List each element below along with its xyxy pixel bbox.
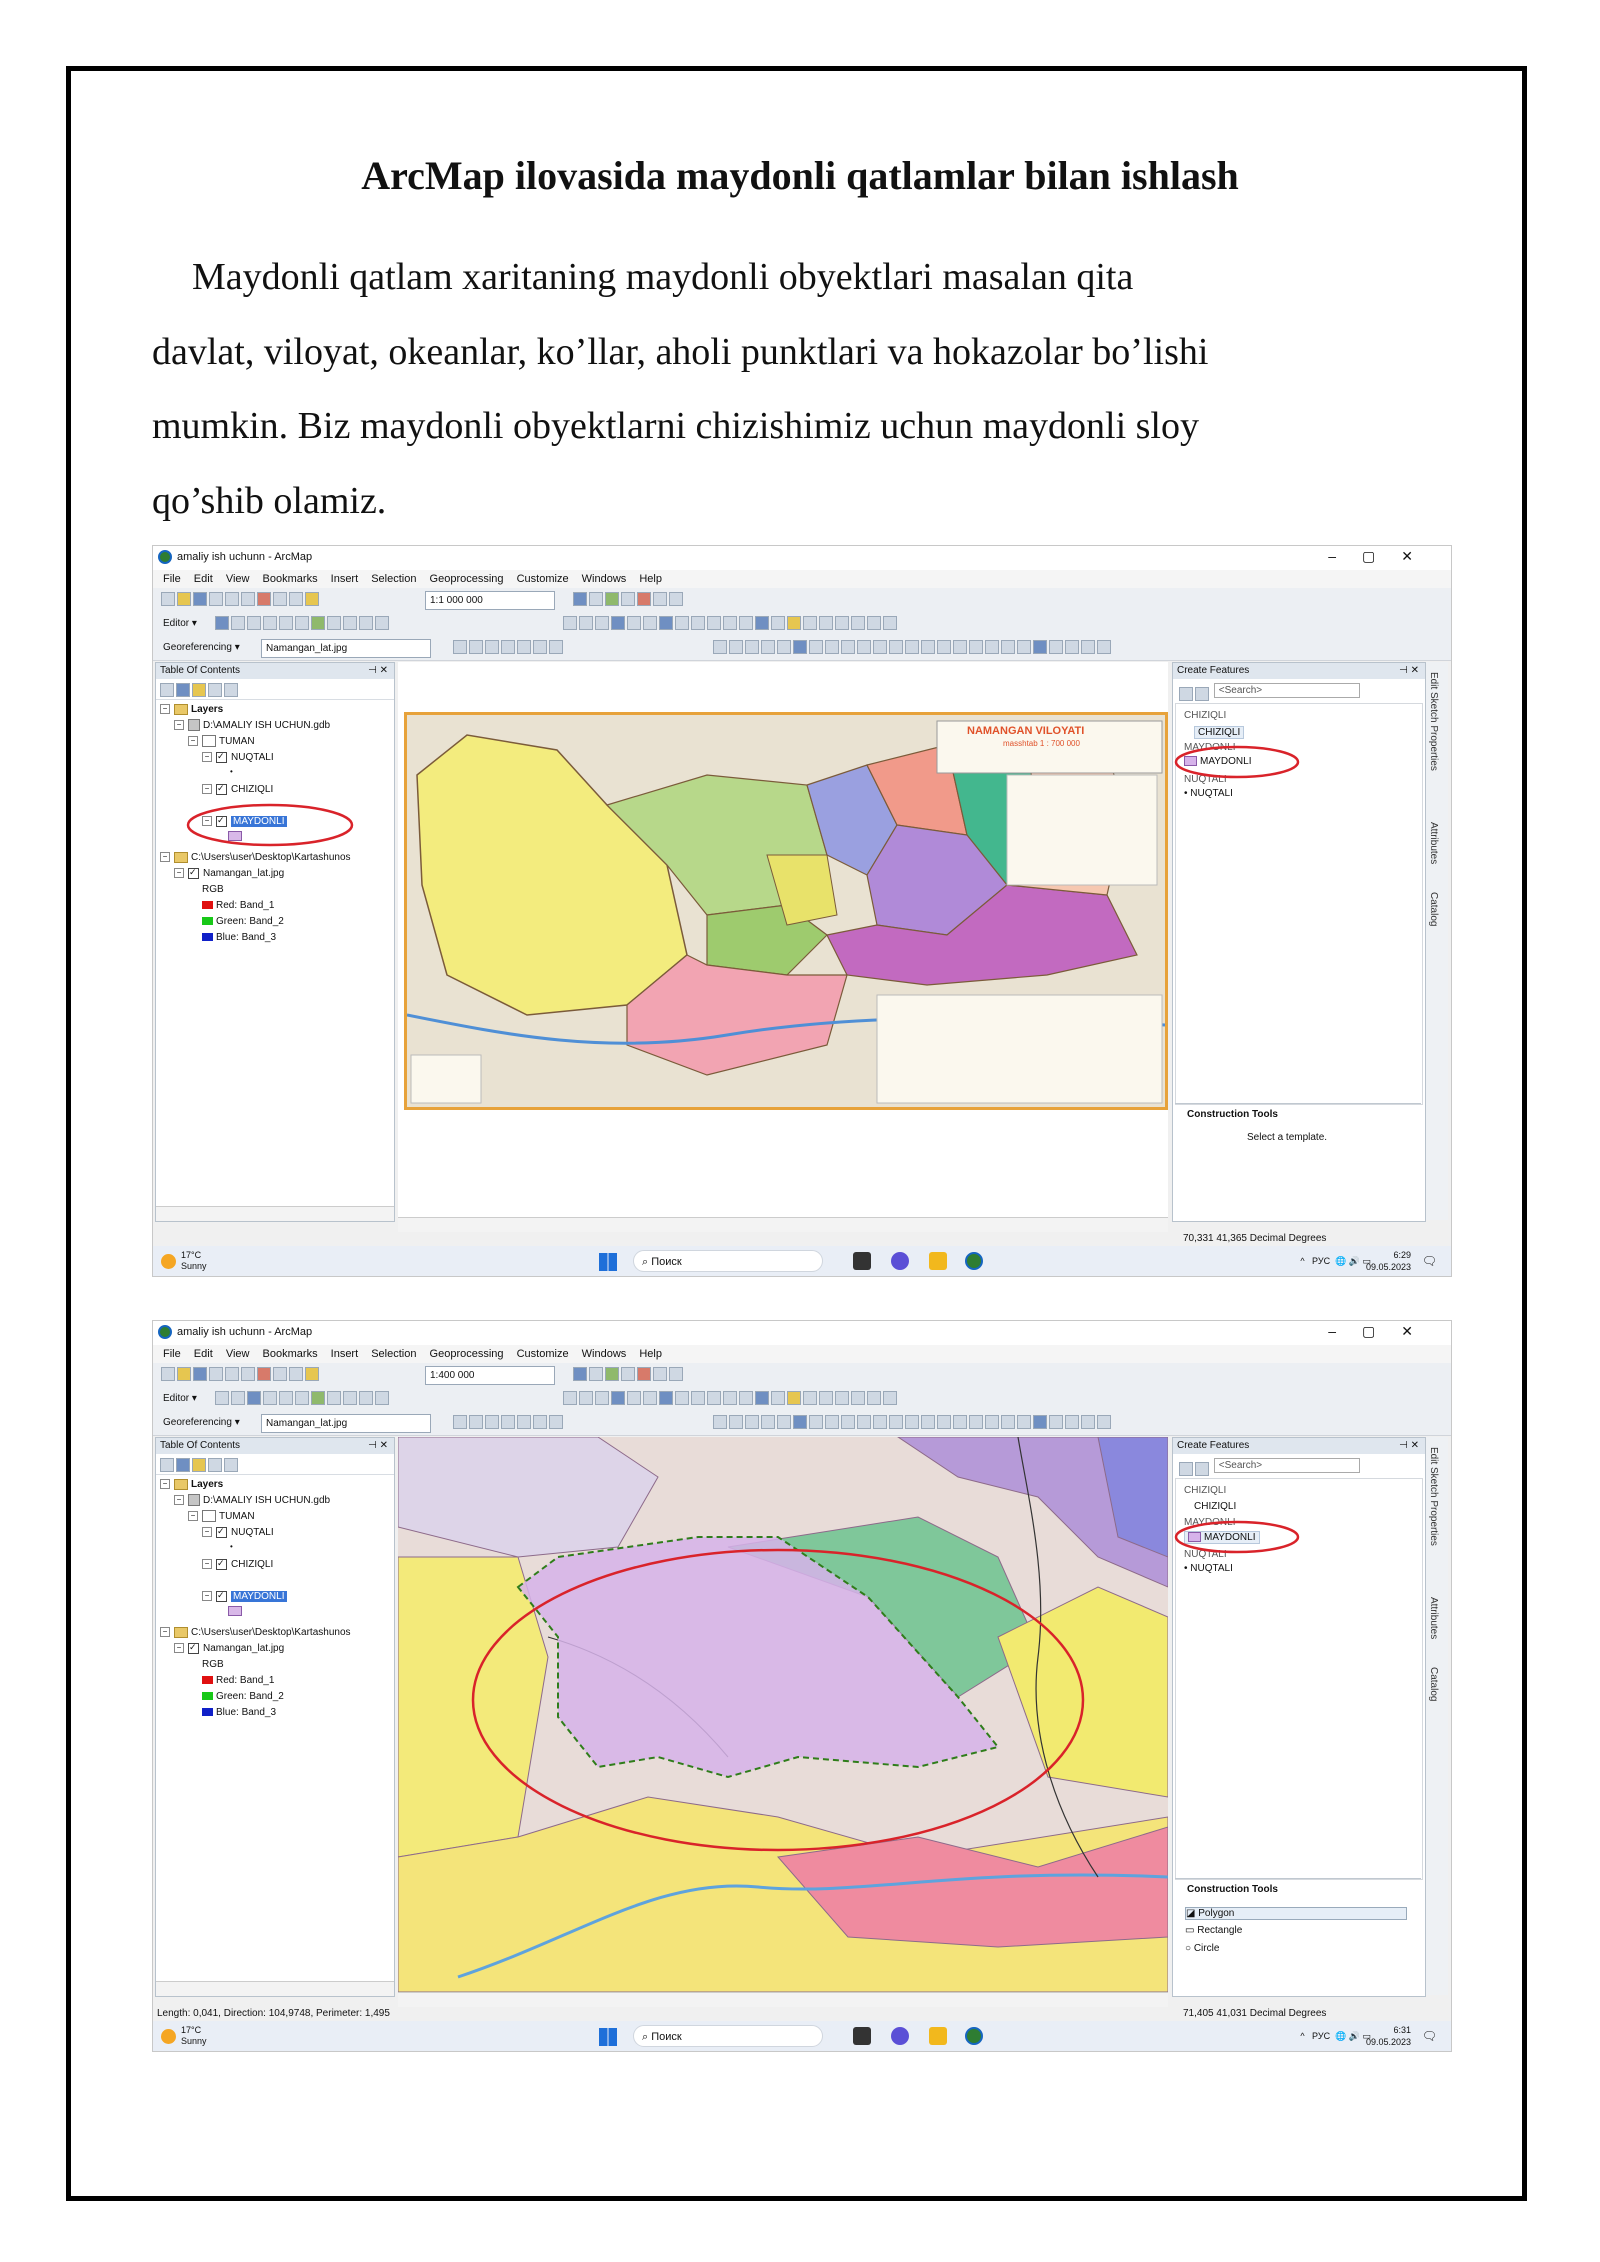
windows-start-icon[interactable]: [599, 1253, 617, 1271]
template-search[interactable]: <Search>: [1179, 683, 1360, 699]
menu-file[interactable]: File: [163, 1348, 181, 1360]
arcmap-taskbar-icon[interactable]: [965, 1252, 983, 1270]
band-green: Green: Band_2: [202, 1690, 284, 1703]
misc-tool-icons[interactable]: [713, 1411, 1113, 1429]
template-group-chiziqli: CHIZIQLI: [1184, 710, 1227, 721]
misc-tool-icons[interactable]: [713, 636, 1113, 654]
construction-tools: [1175, 1878, 1421, 1989]
menu-edit[interactable]: Edit: [193, 1348, 213, 1360]
standard-toolbar: [153, 1363, 1451, 1388]
create-features-header: Create Features ⊣ ✕: [1173, 663, 1425, 679]
menu-help[interactable]: Help: [639, 573, 662, 585]
toc-title: Table Of Contents: [160, 1440, 241, 1451]
rgb-label: RGB: [202, 1659, 224, 1670]
menu-geoprocessing[interactable]: Geoprocessing: [429, 1348, 504, 1360]
arcmap-app-icon: [158, 550, 172, 564]
menu-customize[interactable]: Customize: [516, 573, 569, 585]
weather-widget[interactable]: 17°C Sunny: [181, 2025, 207, 2046]
editor-menu[interactable]: Editor ▾: [163, 1393, 197, 1404]
navigation-tool-icons[interactable]: [563, 612, 899, 630]
system-tray[interactable]: ^ РУС 🌐 🔊 ▭: [1300, 2031, 1371, 2041]
toc-scrollbar[interactable]: [156, 1206, 394, 1221]
band-blue: Blue: Band_3: [202, 1706, 276, 1719]
georeferencing-toolbar: [153, 1411, 1451, 1436]
zoomed-map-with-digitized-polygon: [398, 1437, 1168, 1992]
toc-header: [156, 1438, 394, 1454]
menu-selection[interactable]: Selection: [371, 1348, 417, 1360]
menu-edit[interactable]: Edit: [193, 573, 213, 585]
task-view-icon[interactable]: [853, 1252, 871, 1270]
dataset-node[interactable]: − TUMAN: [188, 735, 255, 748]
menu-windows[interactable]: Windows: [581, 573, 627, 585]
menu-help[interactable]: Help: [639, 1348, 662, 1360]
point-symbol-icon: •: [230, 767, 233, 776]
tab-catalog[interactable]: Catalog: [1428, 892, 1439, 927]
layout-tool-icons[interactable]: [573, 1363, 685, 1381]
map-scale-combo[interactable]: 1:400 000: [425, 1366, 555, 1385]
taskbar-search[interactable]: ⌕ Поиск: [633, 2025, 823, 2047]
layout-tool-icons[interactable]: [573, 588, 685, 606]
toc-header: [156, 663, 394, 679]
window-titlebar: [153, 546, 1451, 570]
layer-nuqtali[interactable]: −✓ NUQTALI: [202, 1526, 274, 1539]
create-features-panel: [1172, 662, 1426, 1222]
notification-icon[interactable]: 🗨: [1421, 2029, 1437, 2043]
windows-taskbar: [153, 1246, 1451, 1276]
toc-toolbar[interactable]: [156, 679, 394, 700]
template-maydonli[interactable]: MAYDONLI: [1184, 756, 1252, 767]
construction-tools-title: Construction Tools: [1187, 1884, 1278, 1895]
band-green: Green: Band_2: [202, 915, 284, 928]
tab-edit-sketch-properties[interactable]: Edit Sketch Properties: [1428, 1447, 1439, 1546]
menu-view[interactable]: View: [225, 573, 250, 585]
folder-node[interactable]: − C:\Users\user\Desktop\Kartashunos: [160, 851, 351, 864]
paragraph-line: davlat, viloyat, okeanlar, ko’llar, aholi punktlari va hokazolar bo’lishi: [152, 330, 1209, 373]
file-explorer-icon[interactable]: [929, 1252, 947, 1270]
tab-attributes[interactable]: Attributes: [1428, 1597, 1439, 1640]
band-red: Red: Band_1: [202, 899, 274, 912]
status-measure: Length: 0,041, Direction: 104,9748, Perimeter: 1,495: [157, 2008, 390, 2019]
tool-rectangle[interactable]: ▭ Rectangle: [1185, 1925, 1243, 1936]
arcmap-taskbar-icon[interactable]: [965, 2027, 983, 2045]
layer-chiziqli[interactable]: −✓ CHIZIQLI: [202, 783, 273, 796]
standard-tool-icons[interactable]: [161, 588, 321, 606]
construction-tools-title: Construction Tools: [1187, 1109, 1278, 1120]
chat-icon[interactable]: [891, 2027, 909, 2045]
chat-icon[interactable]: [891, 1252, 909, 1270]
menu-bar: [153, 1345, 1451, 1363]
status-coordinates: 70,331 41,365 Decimal Degrees: [1183, 1233, 1327, 1244]
georef-tool-icons[interactable]: [453, 1411, 565, 1429]
template-group-maydonli: MAYDONLI: [1184, 742, 1236, 753]
window-controls[interactable]: –▢✕: [1328, 548, 1439, 564]
editor-tool-icons[interactable]: [215, 1387, 391, 1405]
window-title: amaliy ish uchunn - ArcMap: [177, 1326, 313, 1338]
band-blue: Blue: Band_3: [202, 931, 276, 944]
layers-node[interactable]: − Layers: [160, 703, 223, 716]
side-tabs: [1426, 1437, 1448, 1995]
tool-circle[interactable]: ○ Circle: [1185, 1943, 1220, 1954]
sun-icon: [161, 2029, 176, 2044]
window-controls[interactable]: –▢✕: [1328, 1323, 1439, 1339]
raster-layer[interactable]: −✓ Namangan_lat.jpg: [174, 867, 284, 880]
band-red: Red: Band_1: [202, 1674, 274, 1687]
folder-node[interactable]: − C:\Users\user\Desktop\Kartashunos: [160, 1626, 351, 1639]
map-scale-combo[interactable]: 1:1 000 000: [425, 591, 555, 610]
construction-tools: [1175, 1103, 1421, 1214]
georef-layer-combo[interactable]: Namangan_lat.jpg: [261, 639, 431, 658]
template-chiziqli[interactable]: CHIZIQLI: [1194, 1501, 1237, 1512]
sun-icon: [161, 1254, 176, 1269]
menu-insert[interactable]: Insert: [330, 573, 359, 585]
georef-layer-combo[interactable]: Namangan_lat.jpg: [261, 1414, 431, 1433]
layer-chiziqli[interactable]: −✓ CHIZIQLI: [202, 1558, 273, 1571]
menu-bar: [153, 570, 1451, 588]
menu-insert[interactable]: Insert: [330, 1348, 359, 1360]
polygon-symbol-icon: [228, 1606, 242, 1616]
map-view[interactable]: [398, 1437, 1168, 1992]
editor-toolbar: [153, 1387, 1451, 1412]
status-coordinates: 71,405 41,031 Decimal Degrees: [1183, 2008, 1327, 2019]
georeferencing-toolbar: [153, 636, 1451, 661]
map-view-footer[interactable]: [398, 1992, 1168, 2007]
menu-file[interactable]: File: [163, 573, 181, 585]
document-title: ArcMap ilovasida maydonli qatlamlar bilan ishlash: [361, 153, 1239, 198]
menu-selection[interactable]: Selection: [371, 573, 417, 585]
template-maydonli[interactable]: MAYDONLI: [1184, 1531, 1260, 1544]
weather-widget[interactable]: 17°C Sunny: [181, 1250, 207, 1271]
toc-scrollbar[interactable]: [156, 1981, 394, 1996]
gdb-node[interactable]: − D:\AMALIY ISH UCHUN.gdb: [174, 1494, 330, 1507]
window-titlebar: [153, 1321, 1451, 1345]
status-bar: [153, 2007, 1451, 2021]
template-group-nuqtali: NUQTALI: [1184, 774, 1227, 785]
paragraph-line: qo’shib olamiz.: [152, 479, 387, 522]
menu-geoprocessing[interactable]: Geoprocessing: [429, 573, 504, 585]
tab-catalog[interactable]: Catalog: [1428, 1667, 1439, 1702]
editor-toolbar: [153, 612, 1451, 637]
navigation-tool-icons[interactable]: [563, 1387, 899, 1405]
map-view[interactable]: [398, 662, 1168, 1217]
task-view-icon[interactable]: [853, 2027, 871, 2045]
layer-nuqtali[interactable]: −✓ NUQTALI: [202, 751, 274, 764]
arcmap-screenshot-1: [152, 545, 1452, 1277]
dataset-node[interactable]: − TUMAN: [188, 1510, 255, 1523]
system-tray[interactable]: ^ РУС 🌐 🔊 ▭: [1300, 1256, 1371, 1266]
template-chiziqli[interactable]: CHIZIQLI: [1194, 726, 1244, 739]
template-nuqtali[interactable]: • NUQTALI: [1184, 1563, 1233, 1574]
georeferencing-menu[interactable]: Georeferencing ▾: [163, 642, 240, 653]
toc-toolbar[interactable]: [156, 1454, 394, 1475]
arcmap-screenshot-2: [152, 1320, 1452, 2052]
point-symbol-icon: •: [230, 1542, 233, 1551]
tab-edit-sketch-properties[interactable]: Edit Sketch Properties: [1428, 672, 1439, 771]
map-scale-label: masshtab 1 : 700 000: [1003, 739, 1080, 748]
side-tabs: [1426, 662, 1448, 1220]
table-of-contents-panel: [155, 662, 395, 1222]
tool-polygon[interactable]: ◪ Polygon: [1185, 1907, 1407, 1920]
gdb-node[interactable]: − D:\AMALIY ISH UCHUN.gdb: [174, 719, 330, 732]
table-of-contents-panel: [155, 1437, 395, 1997]
tab-attributes[interactable]: Attributes: [1428, 822, 1439, 865]
file-explorer-icon[interactable]: [929, 2027, 947, 2045]
construction-hint: Select a template.: [1247, 1132, 1328, 1143]
template-list: [1175, 1478, 1423, 1880]
menu-view[interactable]: View: [225, 1348, 250, 1360]
highlight-circle-icon: [1172, 744, 1302, 780]
georeferencing-menu[interactable]: Georeferencing ▾: [163, 1417, 240, 1428]
arcmap-app-icon: [158, 1325, 172, 1339]
pin-close-icon[interactable]: ⊣ ✕: [368, 1440, 388, 1451]
template-group-chiziqli: CHIZIQLI: [1184, 1485, 1227, 1496]
editor-menu[interactable]: Editor ▾: [163, 618, 197, 629]
template-group-maydonli: MAYDONLI: [1184, 1517, 1236, 1528]
highlight-circle-icon: [184, 801, 356, 849]
namangan-region-map: [407, 715, 1165, 1107]
template-search[interactable]: <Search>: [1179, 1458, 1360, 1474]
menu-bookmarks[interactable]: Bookmarks: [262, 573, 318, 585]
pin-close-icon[interactable]: ⊣ ✕: [1399, 1440, 1419, 1451]
menu-windows[interactable]: Windows: [581, 1348, 627, 1360]
windows-start-icon[interactable]: [599, 2028, 617, 2046]
map-title: NAMANGAN VILOYATI: [967, 725, 1085, 737]
raster-layer[interactable]: −✓ Namangan_lat.jpg: [174, 1642, 284, 1655]
menu-customize[interactable]: Customize: [516, 1348, 569, 1360]
paragraph-line: Maydonli qatlam xaritaning maydonli obyektlari masalan qita: [192, 256, 1134, 298]
layers-node[interactable]: − Layers: [160, 1478, 223, 1491]
template-nuqtali[interactable]: • NUQTALI: [1184, 788, 1233, 799]
paragraph-line: mumkin. Biz maydonli obyektlarni chizishimiz uchun maydonli sloy: [152, 405, 1199, 447]
toc-title: Table Of Contents: [160, 665, 241, 676]
document-paragraph: [152, 240, 1452, 538]
namangan-map-image: [404, 712, 1168, 1110]
highlight-circle-icon: [1172, 1519, 1302, 1555]
layer-maydonli[interactable]: −✓ MAYDONLI: [202, 815, 287, 828]
layer-maydonli[interactable]: −✓ MAYDONLI: [202, 1590, 287, 1603]
taskbar-search[interactable]: ⌕ Поиск: [633, 1250, 823, 1272]
taskbar-clock[interactable]: 6:29 09.05.2023: [1365, 1250, 1411, 1272]
template-list: [1175, 703, 1423, 1105]
pin-close-icon[interactable]: ⊣ ✕: [1399, 665, 1419, 676]
standard-toolbar: [153, 588, 1451, 613]
rgb-label: RGB: [202, 884, 224, 895]
create-features-panel: [1172, 1437, 1426, 1997]
pin-close-icon[interactable]: ⊣ ✕: [368, 665, 388, 676]
status-bar: [153, 1232, 1451, 1246]
map-view-footer[interactable]: [398, 1217, 1168, 1232]
taskbar-clock[interactable]: 6:31 09.05.2023: [1365, 2025, 1411, 2047]
georef-tool-icons[interactable]: [453, 636, 565, 654]
create-features-header: Create Features ⊣ ✕: [1173, 1438, 1425, 1454]
editor-tool-icons[interactable]: [215, 612, 391, 630]
template-group-nuqtali: NUQTALI: [1184, 1549, 1227, 1560]
windows-taskbar: [153, 2021, 1451, 2051]
menu-bookmarks[interactable]: Bookmarks: [262, 1348, 318, 1360]
standard-tool-icons[interactable]: [161, 1363, 321, 1381]
window-title: amaliy ish uchunn - ArcMap: [177, 551, 313, 563]
notification-icon[interactable]: 🗨: [1421, 1254, 1437, 1268]
